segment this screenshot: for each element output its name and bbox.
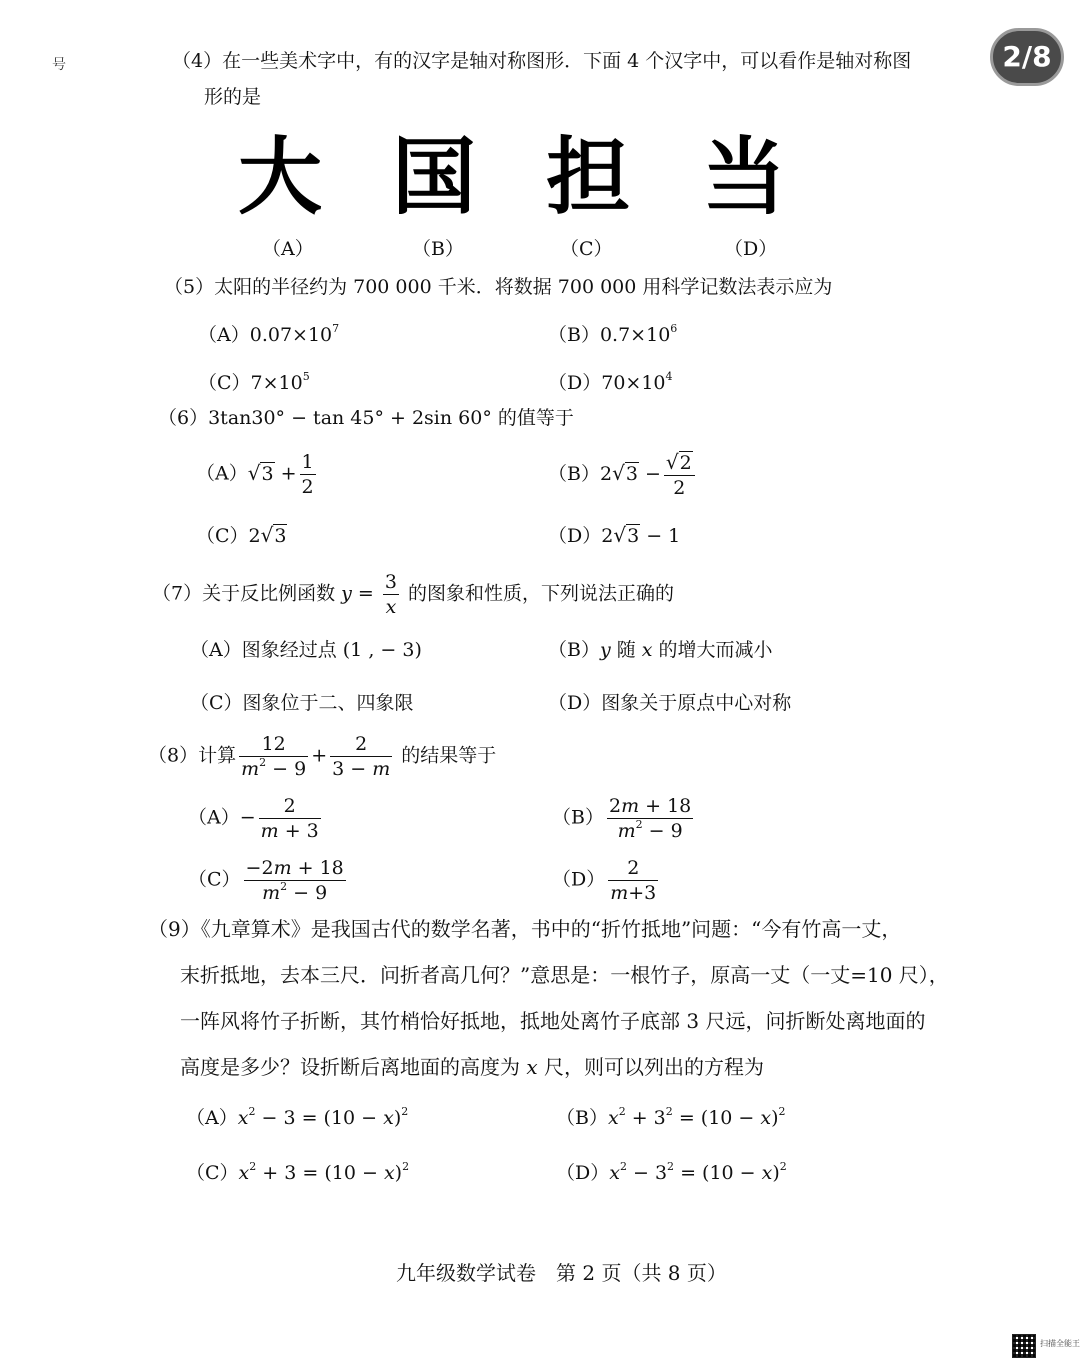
q9-text-line2: 末折抵地，去本三尺．问折者高几何？”意思是：一根竹子，原高一丈（一丈=10 尺）， — [180, 963, 949, 987]
q9-text-line1: （9）《九章算术》是我国古代的数学名著，书中的“折竹抵地”问题：“今有竹高一丈， — [148, 917, 902, 941]
q9-option-d: $(D)x^2 - 3^2 = (10 - x)^2$ — [556, 1160, 787, 1184]
q6-option-d: （D）2√3 − 1 — [548, 523, 681, 547]
q8-text: （8）计算 $\frac{12}{m^2 - 9}$ + $\frac{2}{3 - m}$ 的结果等于 — [148, 733, 497, 780]
q7-option-a: （A）图象经过点 (1 , − 3) — [190, 639, 422, 661]
q7-text: （7）关于反比例函数 y = $\frac{3}{x}$ 的图象和性质，下列说法正确的 — [152, 571, 675, 618]
page-footer: 九年级数学试卷 第 2 页（共 8 页） — [396, 1261, 727, 1285]
q4-label-a: （A） — [262, 238, 314, 260]
q4-char-b: 国 — [392, 128, 477, 226]
q4-char-a: 大 — [238, 128, 323, 226]
q5-option-c: $(C)7\times 10^5$ — [198, 370, 310, 394]
q5-option-b: $(B)0.7\times 10^6$ — [548, 322, 678, 346]
q4-char-d: 当 — [702, 128, 787, 226]
q4-char-c: 担 — [546, 128, 631, 226]
q9-text-line4: 高度是多少？设折断后离地面的高度为 x 尺，则可以列出的方程为 — [180, 1055, 764, 1079]
margin-mark: 号 — [52, 57, 66, 73]
q9-option-c: $(C)x^2 + 3 = (10 - x)^2$ — [186, 1160, 410, 1184]
q8-option-c: （C） $\frac{-2m + 18}{m^2 - 9}$ — [188, 857, 344, 904]
q4-label-d: （D） — [724, 238, 778, 260]
q4-text-line2: 形的是 — [204, 86, 262, 108]
scanner-watermark: 扫描全能王 — [1040, 1339, 1080, 1348]
q7-option-b: （B）y 随 x 的增大而减小 — [548, 639, 773, 661]
q5-option-a: $(A)0.07\times 10^7$ — [198, 322, 340, 346]
q8-option-d: （D） $\frac{2}{m+3}$ — [552, 857, 657, 904]
q7-option-d: （D）图象关于原点中心对称 — [548, 692, 792, 714]
q8-option-a: （A）− $\frac{2}{m + 3}$ — [188, 795, 319, 842]
q8-option-b: （B） $\frac{2m + 18}{m^2 - 9}$ — [552, 795, 692, 842]
q4-text-line1: （4）在一些美术字中，有的汉字是轴对称图形．下面 4 个汉字中，可以看作是轴对称图 — [172, 50, 912, 72]
q9-option-a: $(A)x^2 - 3 = (10 - x)^2$ — [186, 1105, 409, 1129]
q6-option-b: （B）2√3 − $\frac{√2}{2}$ — [548, 450, 698, 500]
q9-option-b: $(B)x^2 + 3^2 = (10 - x)^2$ — [556, 1105, 786, 1129]
q4-label-b: （B） — [412, 238, 464, 260]
page-number-badge: 2/8 — [990, 28, 1064, 86]
q5-text: （5）太阳的半径约为 700 000 千米．将数据 700 000 用科学记数法表示应为 — [164, 276, 833, 298]
qr-code-icon — [1012, 1334, 1036, 1358]
q6-text: （6）3tan30° − tan 45° + 2sin 60° 的值等于 — [158, 407, 574, 429]
q5-option-d: $(D)70\times 10^4$ — [548, 370, 673, 394]
q6-option-c: （C）2√3 — [196, 523, 287, 547]
q4-label-c: （C） — [560, 238, 613, 260]
q6-option-a: （A）√3 + $\frac{1}{2}$ — [196, 451, 314, 498]
q9-text-line3: 一阵风将竹子折断，其竹梢恰好抵地，抵地处离竹子底部 3 尺远，问折断处离地面的 — [180, 1009, 926, 1033]
q7-option-c: （C）图象位于二、四象限 — [190, 692, 414, 714]
